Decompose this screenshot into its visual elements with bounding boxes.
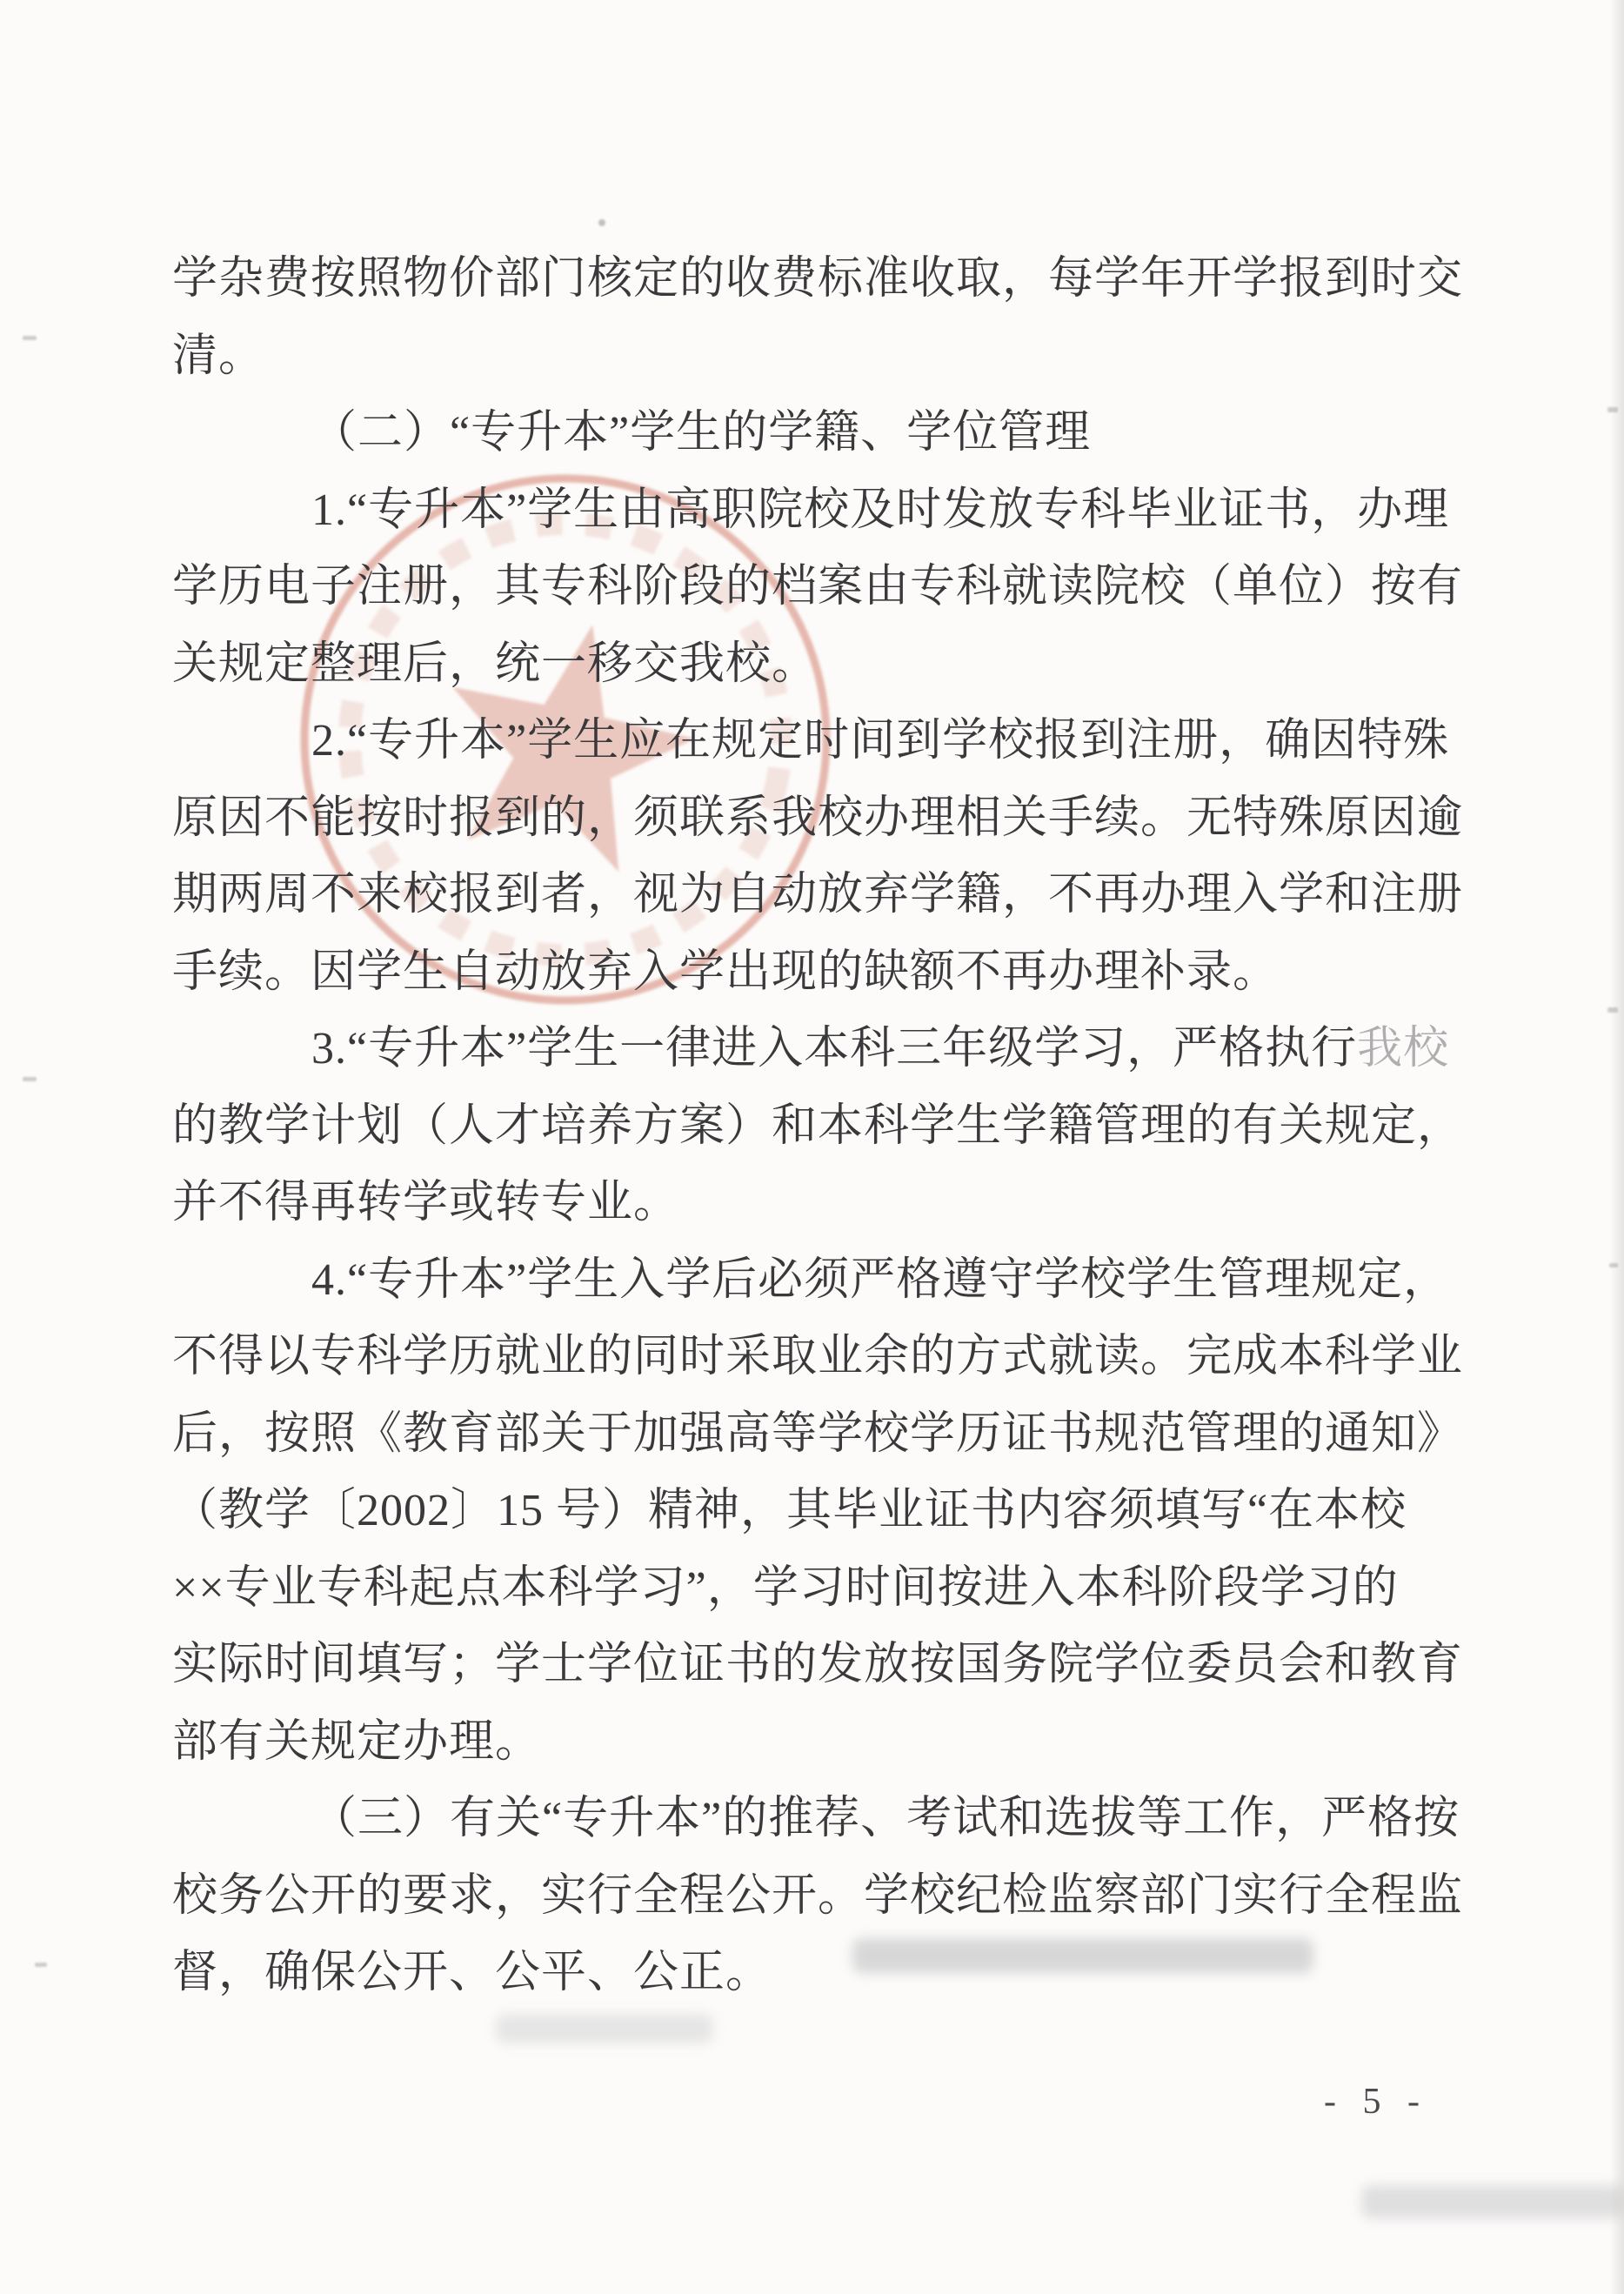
- text-line: 学杂费按照物价部门核定的收费标准收取，每学年开学报到时交: [172, 254, 1464, 304]
- text-line: 督，确保公开、公平、公正。: [172, 1948, 772, 1997]
- text-line: （三）有关“专升本”的推荐、考试和选拔等工作，严格按: [311, 1794, 1460, 1843]
- text-line: 期两周不来校报到者，视为自动放弃学籍，不再办理入学和注册: [172, 870, 1464, 920]
- text-line: 校务公开的要求，实行全程公开。学校纪检监察部门实行全程监: [172, 1871, 1464, 1921]
- text-line: 关规定整理后，统一移交我校。: [172, 639, 819, 689]
- scan-speck: [598, 219, 605, 226]
- scan-mark: [23, 336, 37, 340]
- bleed-through-smudge: [1361, 2185, 1622, 2218]
- text-line: 手续。因学生自动放弃入学出现的缺额不再办理补录。: [172, 947, 1280, 997]
- scan-mark: [1607, 1007, 1618, 1013]
- scan-mark: [1607, 407, 1618, 412]
- scan-mark: [35, 1963, 47, 1967]
- bleed-through-smudge: [852, 1938, 1313, 1973]
- scan-mark: [1609, 1263, 1618, 1267]
- text-line: （教学〔2002〕15 号）精神，其毕业证书内容须填写“在本校: [172, 1486, 1407, 1535]
- text-line: 1.“专升本”学生由高职院校及时发放专科毕业证书，办理: [311, 485, 1450, 535]
- page-number: - 5 -: [1324, 2082, 1428, 2122]
- bleed-through-smudge: [496, 2014, 713, 2043]
- text-line: 的教学计划（人才培养方案）和本科学生学籍管理的有关规定，: [172, 1101, 1464, 1151]
- text-line: 清。: [172, 331, 265, 381]
- text-line: 后，按照《教育部关于加强高等学校学历证书规范管理的通知》: [172, 1409, 1464, 1459]
- text-line: 部有关规定办理。: [172, 1717, 542, 1767]
- text-line: ××专业专科起点本科学习”，学习时间按进入本科阶段学习的: [172, 1563, 1399, 1613]
- text-line: 2.“专升本”学生应在规定时间到学校报到注册，确因特殊: [311, 716, 1450, 766]
- page-edge-shadow: [1610, 0, 1624, 2294]
- text-line: 4.“专升本”学生入学后必须严格遵守学校学生管理规定，: [311, 1255, 1450, 1305]
- text-line: 学历电子注册，其专科阶段的档案由专科就读院校（单位）按有: [172, 562, 1464, 612]
- bleed-faded-text: 我校: [1357, 1024, 1450, 1073]
- text-line: （二）“专升本”学生的学籍、学位管理: [311, 408, 1092, 458]
- text-line: 3.“专升本”学生一律进入本科三年级学习，严格执行我校: [311, 1024, 1450, 1073]
- text-line: 实际时间填写；学士学位证书的发放按国务院学位委员会和教育: [172, 1640, 1464, 1689]
- text-line: 原因不能按时报到的，须联系我校办理相关手续。无特殊原因逾: [172, 793, 1464, 843]
- text-line: 不得以专科学历就业的同时采取业余的方式就读。完成本科学业: [172, 1332, 1464, 1381]
- text-line: 并不得再转学或转专业。: [172, 1178, 680, 1227]
- scan-mark: [23, 1077, 37, 1081]
